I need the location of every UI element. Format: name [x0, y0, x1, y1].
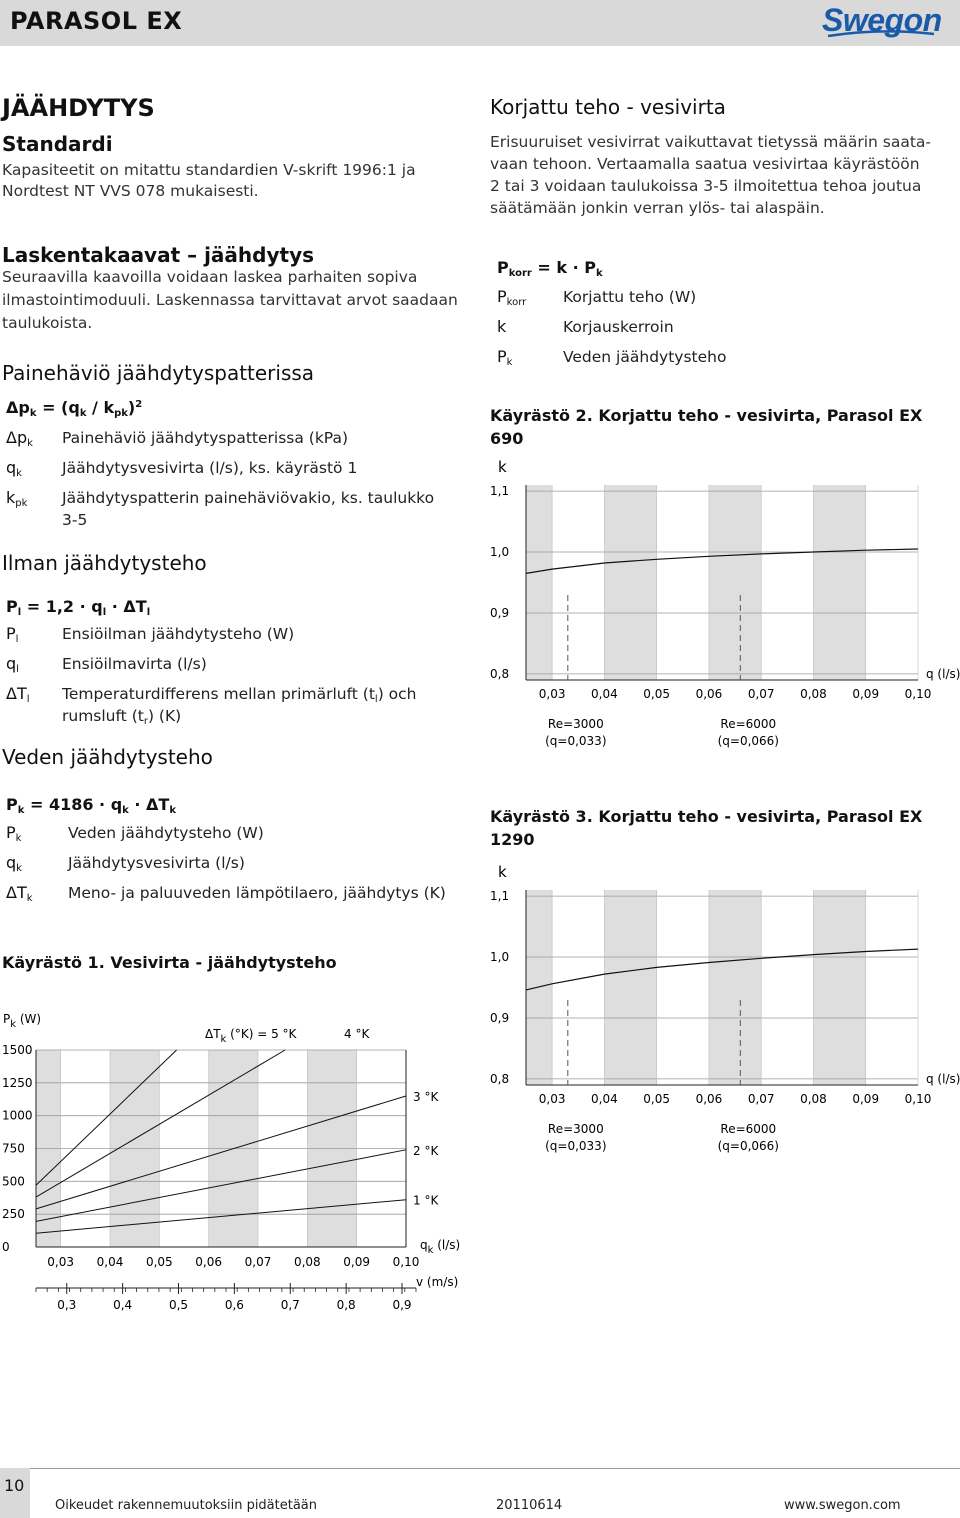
chart1-v-tick-label: 0,6: [224, 1298, 244, 1312]
chart1-ytick-label: 1000: [2, 1108, 33, 1123]
def-text-cont: 3-5: [62, 511, 88, 529]
chart1-3k-label: 3 °K: [413, 1089, 439, 1104]
chart3-svg: [480, 855, 960, 1165]
chart1-v-label: v (m/s): [416, 1275, 459, 1289]
chart2-svg: [480, 450, 960, 760]
chart-ytick-label: 0,9: [490, 605, 510, 620]
def-text: Korjauskerroin: [563, 318, 674, 336]
def-text: Jäähdytysvesivirta (l/s): [68, 854, 245, 872]
chart1-xtick-label: 0,05: [145, 1255, 173, 1269]
chart-xtick-label: 0,09: [852, 687, 880, 701]
chart-marker-label: Re=6000: [720, 1122, 777, 1136]
chart-band: [604, 485, 656, 680]
chart1-2k-label: 2 °K: [413, 1143, 439, 1158]
logo-swoosh-icon: [826, 30, 936, 38]
chart-xtick-label: 0,03: [538, 1092, 566, 1106]
chart-marker-label: (q=0,066): [717, 1139, 779, 1153]
def-text: Temperaturdifferens mellan primärluft $(t_l)$ och: [62, 685, 417, 705]
chart-ytick-label: 1,1: [490, 889, 510, 904]
chart-xlabel: q (l/s): [926, 1072, 960, 1086]
chart-ylabel: k: [498, 863, 507, 881]
def-symbol: $q_k$: [6, 853, 22, 874]
def-symbol: k: [497, 317, 507, 336]
chart-band: [604, 890, 656, 1085]
chart-marker-label: (q=0,033): [545, 1139, 607, 1153]
chart1-v-tick-label: 0,3: [57, 1298, 77, 1312]
chart1-xtick-label: 0,06: [195, 1255, 223, 1269]
chart-xtick-label: 0,06: [695, 687, 723, 701]
chart2-title-line1: Käyrästö 2. Korjattu teho - vesivirta, Parasol EX: [490, 406, 923, 425]
chart1-v-tick-label: 0,5: [168, 1298, 189, 1312]
chart-marker-label: Re=3000: [547, 717, 604, 731]
def-text: Jäähdytyspatterin painehäviövakio, ks. taulukko: [62, 489, 435, 507]
def-symbol: $k_{pk}$: [6, 488, 28, 509]
def-text: Veden jäähdytysteho: [563, 348, 727, 366]
calc-text-3: taulukoista.: [2, 314, 93, 332]
product-title: PARASOL EX: [10, 7, 183, 35]
def-text-cont: rumsluft $(t_r)$ (K): [62, 707, 182, 727]
chart-band: [526, 485, 552, 680]
chart-band: [813, 485, 865, 680]
chart1-v-tick-label: 0,7: [280, 1298, 300, 1312]
chart3-title-line2: 1290: [490, 830, 535, 849]
corr-text-2: vaan tehoon. Vertaamalla saatua vesivirtaa käyrästöön: [490, 155, 920, 173]
chart1-ytick-label: 1500: [2, 1043, 33, 1057]
chart1-1k-label: 1 °K: [413, 1193, 439, 1208]
chart1-xtick-label: 0,10: [392, 1255, 420, 1269]
chart-band: [709, 485, 761, 680]
chart1-dt-annot: $\Delta T_k$ (°K) = 5 °K: [205, 1027, 297, 1045]
chart1-v-tick-label: 0,9: [392, 1298, 412, 1312]
brand-logo: Swegon: [822, 2, 942, 38]
water-title: Veden jäähdytysteho: [2, 745, 213, 769]
pressure-formula: $\Delta p_k = (q_k / k_{pk})^2$: [6, 398, 143, 419]
standard-text-2: Nordtest NT VVS 078 mukaisesti.: [2, 182, 259, 200]
pressure-title: Painehäviö jäähdytyspatterissa: [2, 361, 315, 385]
chart-ytick-label: 0,9: [490, 1010, 510, 1025]
chart-band: [813, 890, 865, 1085]
def-symbol: $\Delta p_k$: [6, 428, 33, 449]
corr-text-4: säätämään jonkin verran ylös- tai alaspäin.: [490, 199, 825, 217]
def-text: Jäähdytysvesivirta (l/s), ks. käyrästö 1: [62, 459, 358, 477]
footer-date: 20110614: [496, 1498, 563, 1513]
air-formula: $P_l = 1,2 \cdot q_l \cdot \Delta T_l$: [6, 597, 151, 618]
def-text: Korjattu teho (W): [563, 288, 697, 306]
chart-xtick-label: 0,09: [852, 1092, 880, 1106]
chart-ytick-label: 1,0: [490, 545, 510, 560]
chart1-v-tick-label: 0,8: [336, 1298, 356, 1312]
standard-text-1: Kapasiteetit on mitattu standardien V-skrift 1996:1 ja: [2, 161, 416, 179]
chart2-title-line2: 690: [490, 429, 524, 448]
chart-xtick-label: 0,10: [904, 687, 932, 701]
def-text: Ensiöilman jäähdytysteho (W): [62, 625, 295, 643]
def-symbol: $P_k$: [6, 823, 22, 844]
chart-xtick-label: 0,05: [643, 687, 671, 701]
def-text: Meno- ja paluuveden lämpötilaero, jäähdytys (K): [68, 884, 446, 902]
chart-marker-label: (q=0,033): [545, 734, 607, 748]
chart-ytick-label: 0,8: [490, 666, 510, 681]
chart1-ytick-label: 250: [2, 1207, 25, 1222]
water-formula: $P_k = 4186 \cdot q_k \cdot \Delta T_k$: [6, 795, 176, 816]
chart-marker-label: Re=6000: [720, 717, 777, 731]
chart-xlabel: q (l/s): [926, 667, 960, 681]
def-symbol: $q_l$: [6, 654, 19, 675]
corr-title: Korjattu teho - vesivirta: [490, 95, 726, 119]
chart-xtick-label: 0,05: [643, 1092, 671, 1106]
corr-text-3: 2 tai 3 voidaan taulukoissa 3-5 ilmoitettua tehoa joutua: [490, 177, 922, 195]
chart-xtick-label: 0,03: [538, 687, 566, 701]
def-text: Ensiöilmavirta (l/s): [62, 655, 207, 673]
chart1-ytick-label: 1250: [2, 1075, 33, 1090]
chart-xtick-label: 0,07: [747, 687, 775, 701]
chart3-title-line1: Käyrästö 3. Korjattu teho - vesivirta, Parasol EX: [490, 807, 923, 826]
corr-formula: $P_{korr} = k \cdot P_k$: [497, 258, 603, 279]
def-text: Painehäviö jäähdytyspatterissa (kPa): [62, 429, 348, 447]
chart-marker-label: Re=3000: [547, 1122, 604, 1136]
footer-divider: [0, 1468, 960, 1469]
page-number: 10: [4, 1476, 25, 1495]
chart-ytick-label: 1,1: [490, 484, 510, 499]
def-symbol: $\Delta T_k$: [6, 883, 33, 904]
chart1-xtick-label: 0,04: [96, 1255, 124, 1269]
footer-rights: Oikeudet rakennemuutoksiin pidätetään: [55, 1498, 318, 1513]
calc-text-1: Seuraavilla kaavoilla voidaan laskea parhaiten sopiva: [2, 268, 418, 286]
chart-ylabel: k: [498, 458, 507, 476]
chart-xtick-label: 0,08: [800, 1092, 827, 1106]
footer-url[interactable]: www.swegon.com: [784, 1498, 901, 1513]
chart-xtick-label: 0,04: [591, 1092, 618, 1106]
chart1-ylabel: $P_k$ (W): [3, 1012, 42, 1030]
chart1-4k-label: 4 °K: [344, 1027, 370, 1041]
chart1-ytick-label: 0: [2, 1240, 10, 1254]
section-title: JÄÄHDYTYS: [2, 94, 155, 122]
chart1-svg: [0, 1005, 470, 1325]
chart1-xlabel: $q_k$ (l/s): [420, 1238, 461, 1256]
chart1-ytick-label: 500: [2, 1174, 25, 1189]
chart-xtick-label: 0,07: [747, 1092, 775, 1106]
chart-ytick-label: 1,0: [490, 950, 510, 965]
def-symbol: $P_l$: [6, 624, 19, 645]
chart1-title: Käyrästö 1. Vesivirta - jäähdytysteho: [2, 953, 337, 972]
air-title: Ilman jäähdytysteho: [2, 551, 207, 575]
def-symbol: $P_k$: [497, 347, 513, 368]
calc-title: Laskentakaavat – jäähdytys: [2, 243, 315, 267]
standard-title: Standardi: [2, 132, 113, 156]
chart-ytick-label: 0,8: [490, 1071, 510, 1086]
chart1-xtick-label: 0,09: [343, 1255, 371, 1269]
chart-band: [709, 890, 761, 1085]
chart-marker-label: (q=0,066): [717, 734, 779, 748]
chart-xtick-label: 0,08: [800, 687, 827, 701]
chart1-ytick-label: 750: [2, 1141, 25, 1156]
chart-band: [526, 890, 552, 1085]
def-symbol: $\Delta T_l$: [6, 684, 30, 705]
def-symbol: $q_k$: [6, 458, 22, 479]
calc-text-2: ilmastointimoduuli. Laskennassa tarvittavat arvot saadaan: [2, 291, 458, 309]
chart-xtick-label: 0,04: [591, 687, 618, 701]
chart1-xtick-label: 0,03: [47, 1255, 75, 1269]
def-text: Veden jäähdytysteho (W): [68, 824, 264, 842]
chart-xtick-label: 0,06: [695, 1092, 723, 1106]
chart-xtick-label: 0,10: [904, 1092, 932, 1106]
corr-text-1: Erisuuruiset vesivirrat vaikuttavat tietyssä määrin saata-: [490, 133, 932, 151]
chart1-xtick-label: 0,07: [244, 1255, 272, 1269]
chart1-xtick-label: 0,08: [293, 1255, 321, 1269]
chart1-v-tick-label: 0,4: [113, 1298, 133, 1312]
def-symbol: $P_{korr}$: [497, 287, 527, 308]
